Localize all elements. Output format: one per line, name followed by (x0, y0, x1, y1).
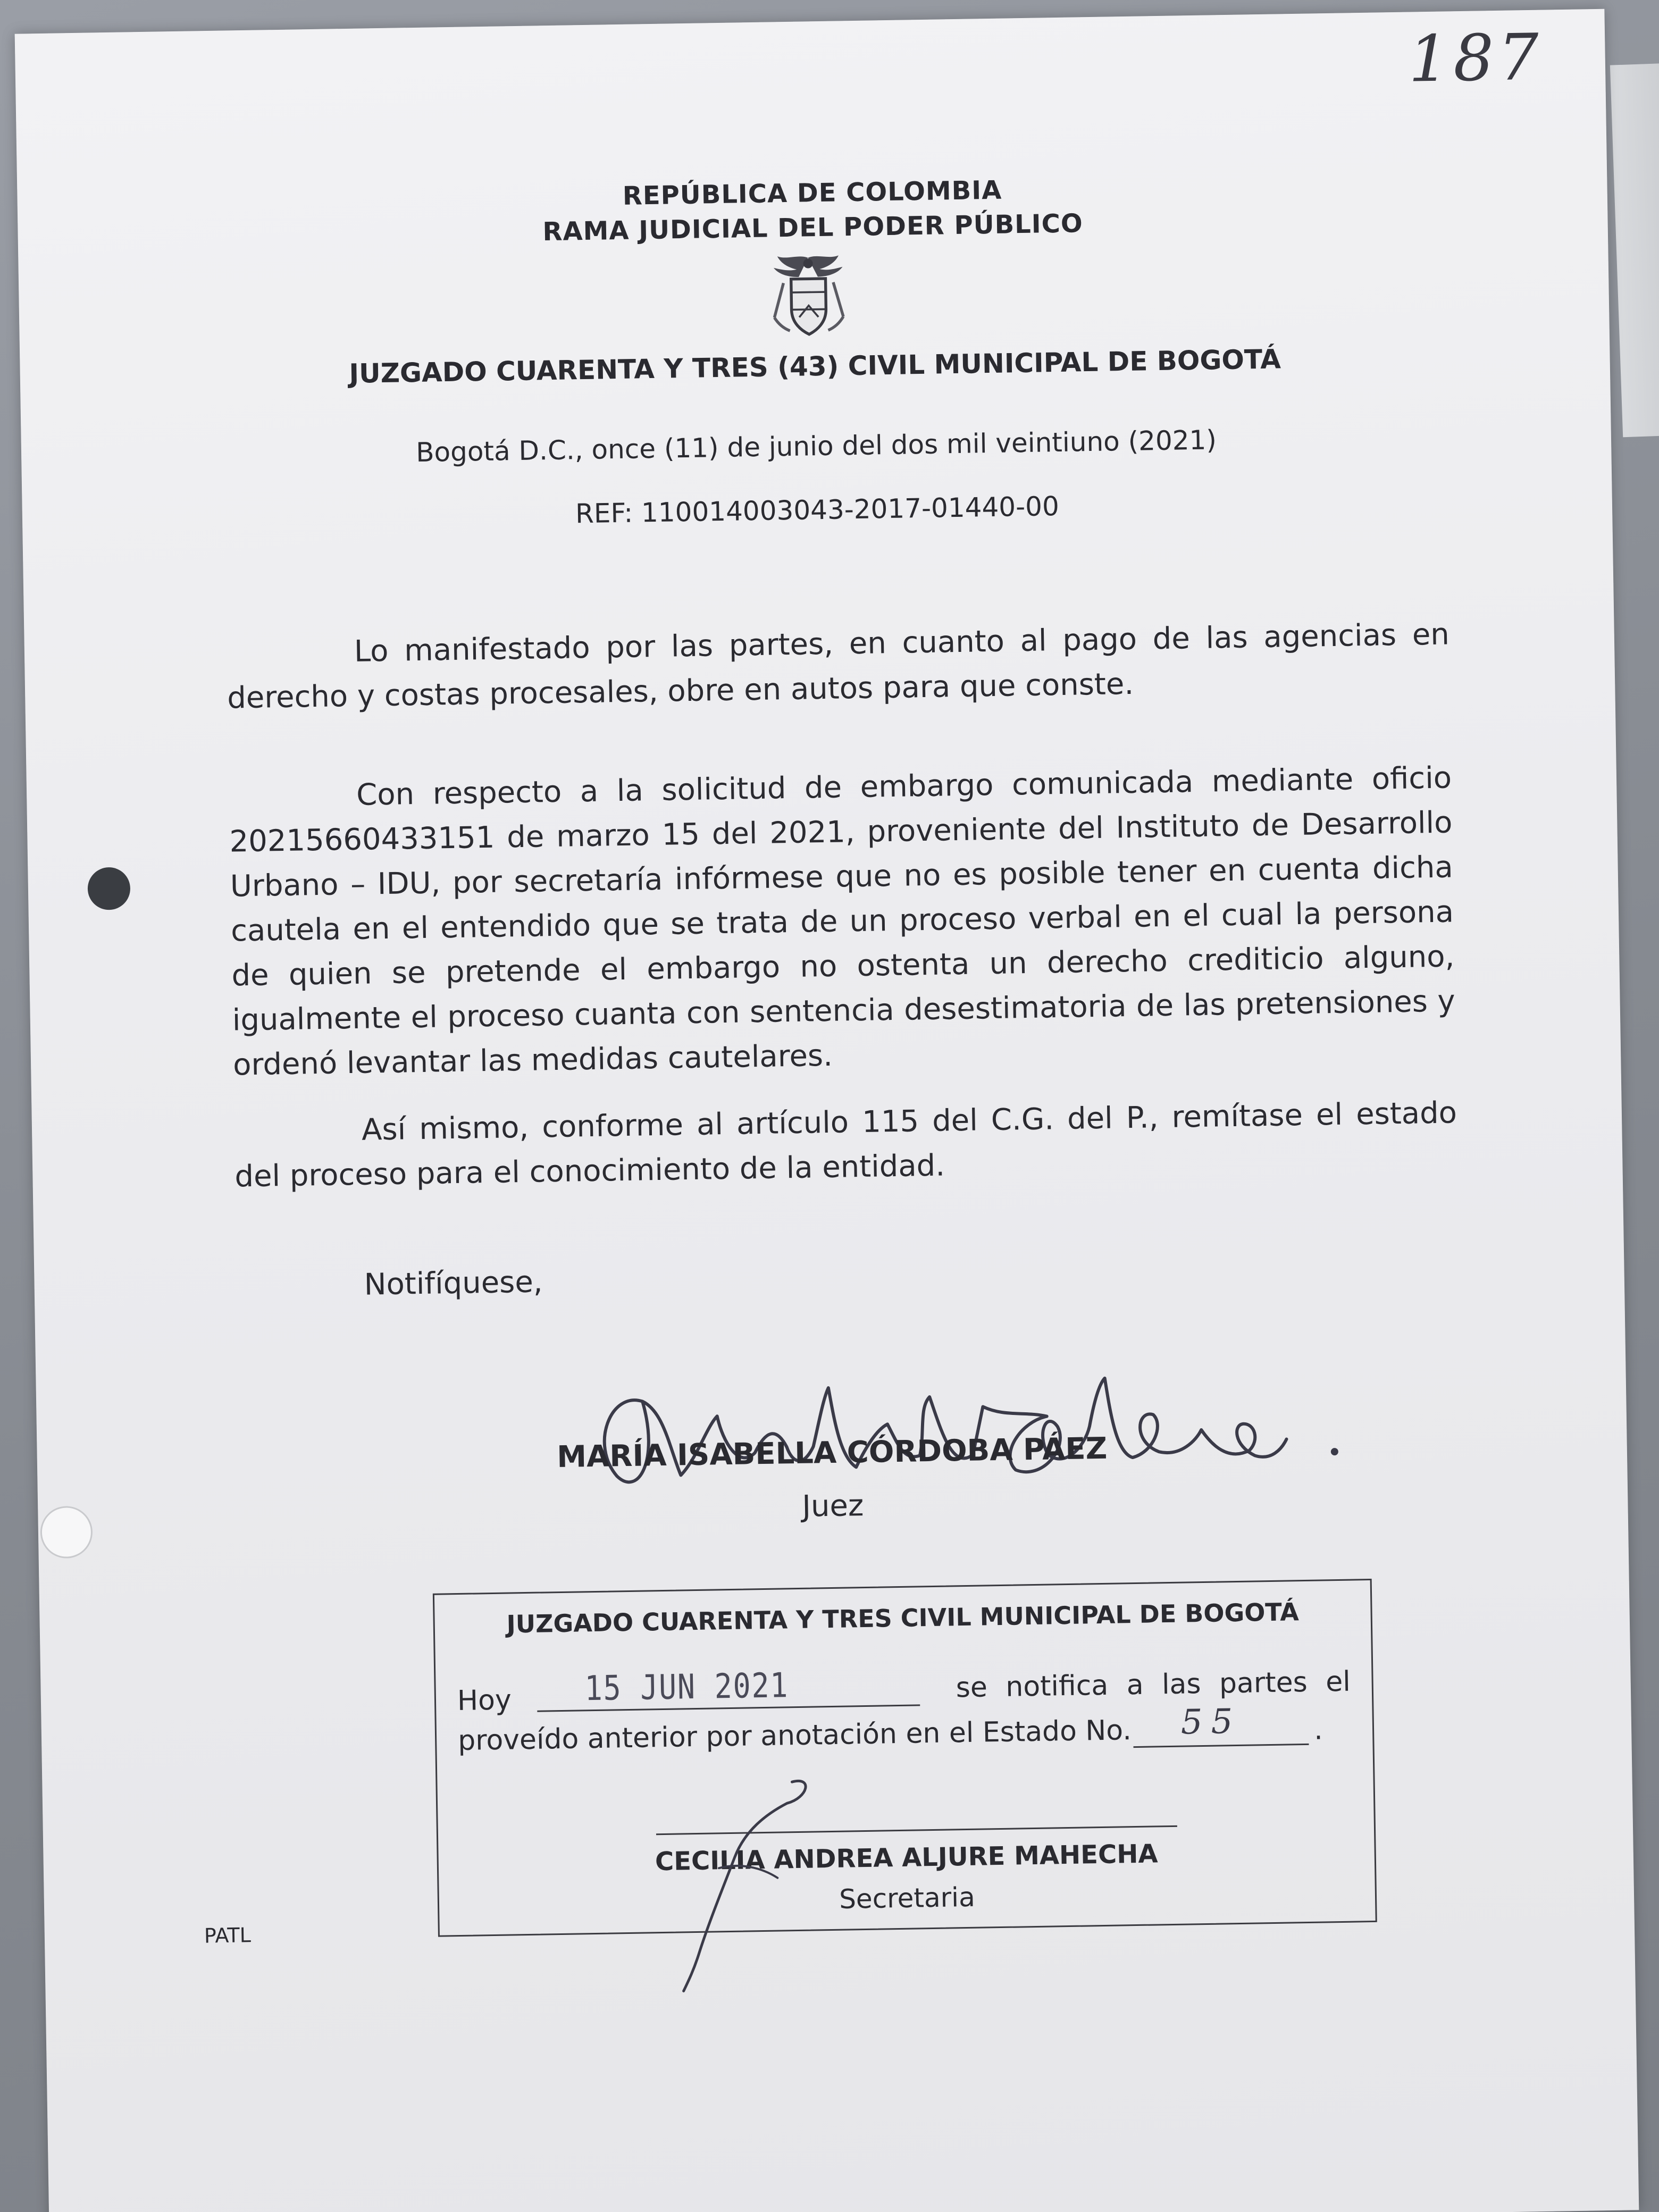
folio-number: 187 (1407, 20, 1544, 97)
notification-date-line (457, 1665, 1351, 1717)
indent (234, 1140, 362, 1142)
paragraph-article-115 (234, 1091, 1458, 1199)
document-date: Bogotá D.C., once (11) de junio del dos mil veintiuno (2021) (415, 424, 1217, 468)
paragraph-embargo (229, 756, 1456, 1087)
notification-date-field (537, 1662, 920, 1712)
judge-role: Juez (801, 1488, 864, 1524)
indent (227, 661, 354, 664)
estado-number: 55 (1180, 1702, 1242, 1742)
punch-hole (87, 867, 130, 910)
secretary-role: Secretaria (839, 1881, 976, 1915)
secretary-handwritten-signature (638, 1771, 833, 1997)
paragraph-costs-text: Lo manifestado por las partes, en cuanto al pago de las agencias en derecho y costas procesales, obre en autos para que conste. (227, 617, 1450, 716)
estado-number-field (1133, 1702, 1309, 1748)
judge-name: MARÍA ISABELLA CÓRDOBA PÁEZ (556, 1431, 1108, 1475)
document-page (15, 9, 1639, 2212)
notification-box (433, 1579, 1377, 1937)
underlying-paper-edge (1610, 63, 1659, 437)
drafter-initials: PATL (204, 1923, 252, 1948)
colombia-coat-of-arms-icon (760, 249, 857, 347)
closing-notifiquese: Notifíquese, (364, 1264, 543, 1302)
header-republic: REPÚBLICA DE COLOMBIA (622, 175, 1002, 211)
court-name: JUZGADO CUARENTA Y TRES (43) CIVIL MUNICIPAL DE BOGOTÁ (349, 343, 1281, 389)
hoy-label: Hoy (457, 1684, 512, 1717)
indent (229, 805, 357, 807)
case-reference: REF: 110014003043-2017-01440-00 (575, 491, 1060, 530)
notifies-text: se notifica a las partes el (956, 1665, 1351, 1704)
notification-box-title: JUZGADO CUARENTA Y TRES CIVIL MUNICIPAL DE BOGOTÁ (506, 1597, 1300, 1639)
estado-line-text: proveído anterior por anotación en el Estado No. (457, 1714, 1132, 1757)
secretary-name: CECILIA ANDREA ALJURE MAHECHA (655, 1839, 1158, 1877)
paragraph-article-115-text: Así mismo, conforme al artículo 115 del C.G. del P., remítase el estado del proceso para el conocimiento de la entidad. (234, 1095, 1457, 1194)
paragraph-costs (226, 613, 1450, 721)
estado-period: . (1313, 1714, 1323, 1746)
paragraph-embargo-text: Con respecto a la solicitud de embargo comunicada mediante oficio 20215660433151 de marzo 15 del 2021, proveniente del Instituto de Desarrollo Urbano – IDU, por secretaría infórmese que no es posible tener en cuenta dicha cautela en el entendido que se trata de un proceso verbal en el cual la persona de quien se pretende el embargo no ostenta un derecho crediticio alguno, igualmente el proceso cuanta con sentencia desestimatoria de las pretensiones y ordenó levantar las medidas cautelares. (229, 760, 1456, 1083)
header-judicial-branch: RAMA JUDICIAL DEL PODER PÚBLICO (542, 208, 1084, 247)
stamped-date: 15 JUN 2021 (584, 1666, 789, 1709)
